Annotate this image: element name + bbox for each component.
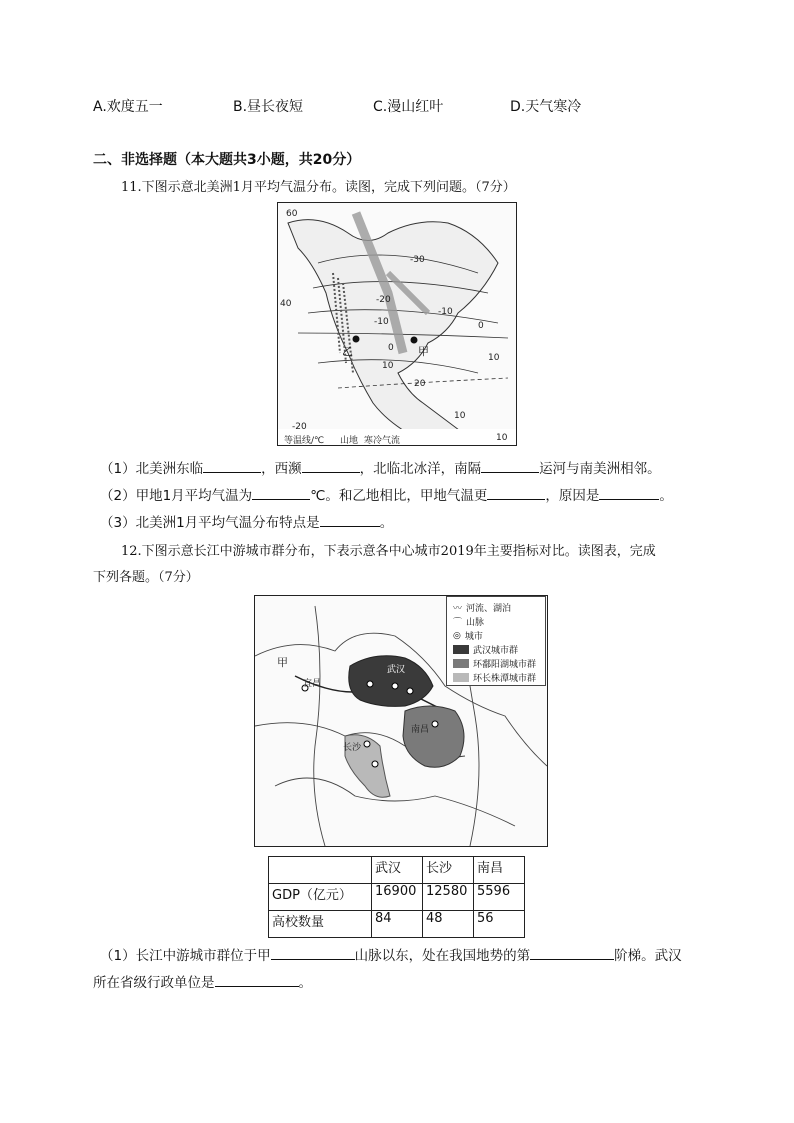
answer-blank[interactable] — [215, 973, 299, 987]
q12-p1-text: 。 — [298, 975, 312, 991]
table-header-cell — [269, 857, 372, 884]
legend-mountain: 山地 — [340, 436, 359, 446]
table-cell: GDP（亿元） — [269, 884, 372, 911]
table-cell: 48 — [423, 911, 474, 938]
table-header-cell: 长沙 — [423, 857, 474, 884]
legend-isotherm: 等温线/℃ — [284, 436, 325, 446]
city-icon: ◎ — [453, 630, 461, 641]
option-a: A.欢度五一 — [93, 99, 163, 115]
map-label: 40 — [280, 299, 292, 309]
city-indicator-table — [268, 856, 525, 938]
q11-p2-text: ℃。和乙地相比，甲地气温更 — [310, 488, 488, 504]
q12-stem-line1: 12.下图示意长江中游城市群分布，下表示意各中心城市2019年主要指标对比。读图表，完成 — [121, 544, 656, 559]
legend-poyang-cluster: 环鄱阳湖城市群 — [453, 657, 536, 670]
option-c: C.漫山红叶 — [373, 99, 444, 115]
map-label: 10 — [454, 411, 466, 421]
q12-part1-line2 — [93, 971, 312, 991]
answer-blank[interactable] — [203, 459, 261, 473]
table-cell: 5596 — [474, 884, 525, 911]
answer-blank[interactable] — [320, 513, 380, 527]
q11-part1 — [100, 457, 661, 477]
place-jia-label: 甲 — [418, 345, 429, 358]
map-label: 0 — [388, 343, 394, 353]
q11-p1-text: （1）北美洲东临 — [100, 461, 204, 477]
q11-p2-text: 。 — [659, 488, 673, 504]
river-icon: 〰 — [453, 604, 463, 614]
city-changsha-label: 长沙 — [343, 743, 362, 753]
q11-p1-text: 运河与南美洲相邻。 — [539, 461, 661, 477]
table-row — [269, 884, 525, 911]
q11-p2-text: ，原因是 — [545, 488, 600, 504]
answer-blank[interactable] — [252, 486, 310, 500]
q11-p1-text: ，西濒 — [261, 461, 302, 477]
q11-p2-text: （2）甲地1月平均气温为 — [100, 488, 253, 504]
legend-wuhan-cluster: 武汉城市群 — [453, 643, 518, 656]
map-label: -30 — [410, 255, 425, 265]
map-label: 10 — [496, 433, 508, 443]
answer-blank[interactable] — [481, 459, 539, 473]
table-header-cell: 南昌 — [474, 857, 525, 884]
map-label: 10 — [382, 361, 394, 371]
q11-p3-text: （3）北美洲1月平均气温分布特点是 — [100, 515, 320, 531]
table-cell: 12580 — [423, 884, 474, 911]
q12-p1-text: 阶梯。武汉 — [614, 948, 682, 964]
q12-part1-line1 — [100, 944, 682, 964]
map-label: 10 — [488, 353, 500, 363]
north-america-temperature-map — [277, 202, 517, 446]
legend-city: ◎ 城市 — [453, 630, 483, 642]
legend-mountain: ⌒ 山脉 — [453, 615, 484, 628]
q11-part2 — [100, 484, 673, 504]
answer-blank[interactable] — [599, 486, 659, 500]
table-cell: 56 — [474, 911, 525, 938]
table-header-row — [269, 857, 525, 884]
q11-part3 — [100, 511, 393, 531]
q12-p1-text: （1）长江中游城市群位于甲 — [100, 948, 271, 964]
option-b: B.昼长夜短 — [233, 99, 304, 115]
map-label: -20 — [292, 422, 307, 432]
city-wuhan-label: 武汉 — [387, 665, 406, 675]
q11-p1-text: ，北临北冰洋，南隔 — [359, 461, 482, 477]
map-label: 0 — [478, 321, 484, 331]
table-row — [269, 911, 525, 938]
city-nanchang-label: 南昌 — [411, 725, 430, 735]
map-label: -10 — [374, 317, 389, 327]
q12-stem-line2: 下列各题。（7分） — [93, 570, 199, 585]
place-yi-label: 乙 — [342, 345, 353, 358]
table-cell: 16900 — [372, 884, 423, 911]
mountain-icon: ⌒ — [453, 618, 463, 628]
q12-p1-text: 所在省级行政单位是 — [93, 975, 215, 991]
table-cell: 84 — [372, 911, 423, 938]
answer-blank[interactable] — [530, 946, 614, 960]
answer-blank[interactable] — [302, 459, 360, 473]
map-label: 20 — [414, 379, 426, 389]
map-label: -20 — [376, 295, 391, 305]
section-title: 二、非选择题（本大题共3小题，共20分） — [93, 152, 361, 168]
place-jia-label: 甲 — [277, 656, 288, 669]
legend-river: 〰 河流、湖泊 — [453, 601, 511, 614]
table-cell: 高校数量 — [269, 911, 372, 938]
q11-stem: 11.下图示意北美洲1月平均气温分布。读图，完成下列问题。（7分） — [121, 180, 516, 195]
option-d: D.天气寒冷 — [510, 99, 582, 115]
answer-blank[interactable] — [487, 486, 545, 500]
legend-cold-air: 寒冷气流 — [364, 436, 401, 446]
legend-changzhutan-cluster: 环长株潭城市群 — [453, 671, 536, 684]
city-cluster-map-legend — [446, 596, 546, 686]
map-label: 60 — [286, 209, 298, 219]
table-header-cell: 武汉 — [372, 857, 423, 884]
answer-blank[interactable] — [271, 946, 355, 960]
q12-p1-text: 山脉以东，处在我国地势的第 — [354, 948, 531, 964]
city-yichang-label: 宜昌 — [303, 679, 322, 689]
q11-p3-text: 。 — [379, 515, 394, 531]
map-label: -10 — [438, 307, 453, 317]
